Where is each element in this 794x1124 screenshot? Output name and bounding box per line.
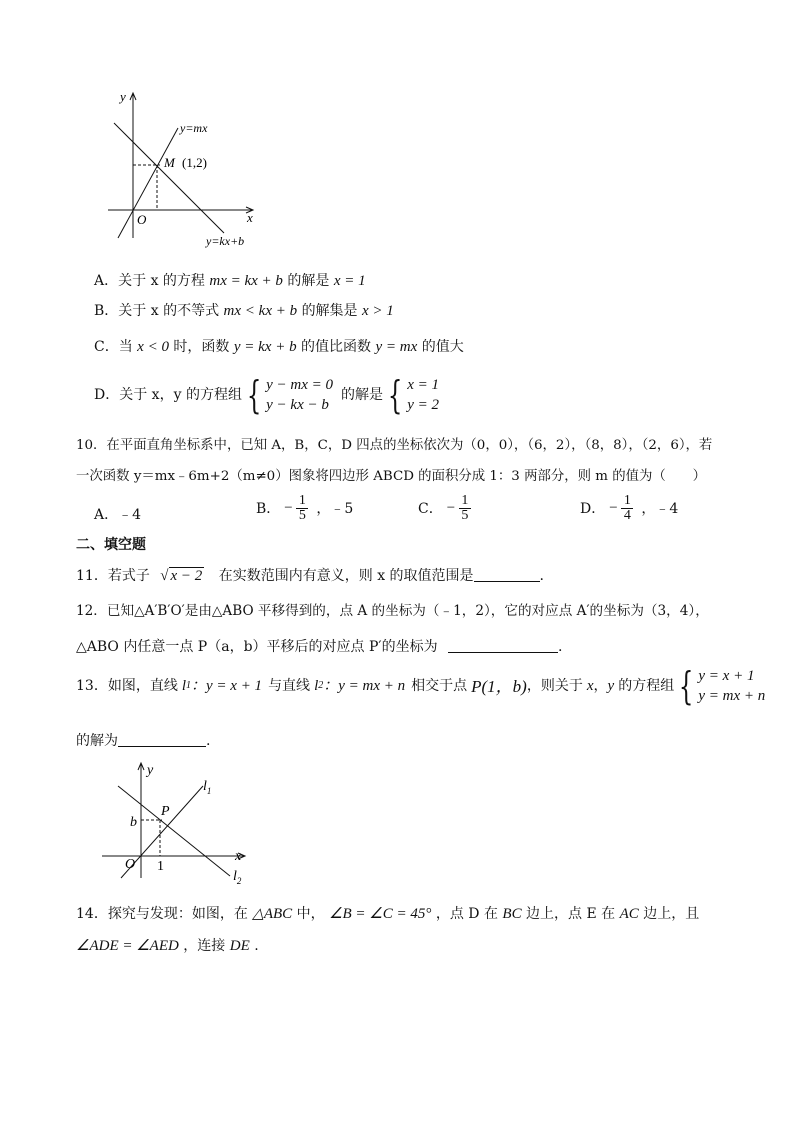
q9-option-c: C．当 x < 0 时，函数 y = kx + b 的值比函数 y = mx 的值大 [94, 339, 464, 355]
section-heading-fill-in: 二、填空题 [76, 537, 146, 553]
fig9-point-M: M [164, 155, 175, 170]
fig13-origin-label: O [125, 857, 136, 872]
q14-line-2: ∠ADE = ∠AED ，连接 DE . [76, 938, 259, 954]
q10-option-c: C． − $\frac{1}{5}$ [418, 494, 471, 523]
q10-line-2: 一次函数 y＝mx﹣6m+2（m≠0）图象将四边形 ABCD 的面积分成 1：3 两部分，则 m 的值为（ ） [76, 469, 706, 484]
fig9-point-coords: (1,2) [182, 155, 207, 170]
q9-figure [100, 88, 260, 253]
fig13-x-label: x [235, 849, 242, 864]
q13-line-1: 13．如图，直线 l 1 ：y = x + 1 与直线 l 2 ：y = mx + n 相交于点 P(1，b) ，则关于 x ， y 的方程组 { y = x + 1 y = mx + n [76, 664, 766, 708]
q12-answer-blank[interactable] [448, 638, 558, 653]
q12-line-2: △ABO 内任意一点 P（a，b）平移后的对应点 P′的坐标为 . [76, 639, 563, 655]
q11-answer-blank[interactable] [474, 567, 540, 582]
q9-d-solution: { x = 1 y = 2 [387, 373, 440, 417]
q9-option-b: B．关于 x 的不等式 mx < kx + b 的解集是 x > 1 [94, 303, 394, 319]
fig9-origin-label: O [137, 212, 147, 227]
line-kxb [114, 123, 224, 233]
fig13-y-label: y [147, 763, 154, 778]
q11-sqrt: √ x − 2 [160, 568, 203, 584]
q10-option-d: D． − $\frac{1}{4}$ ，﹣4 [580, 493, 679, 523]
q10-option-a: A．﹣4 [94, 507, 142, 523]
q9-d-system: { y − mx = 0 y − kx − b [246, 373, 334, 417]
q13-answer-blank[interactable] [118, 732, 206, 747]
fig13-one-label: 1 [157, 859, 164, 874]
fig13-b-label: b [130, 815, 137, 830]
q10-b-fraction: $\frac{1}{5}$ [296, 494, 308, 523]
q13-figure [96, 756, 256, 890]
fig9-line-mx-label: y=mx [180, 121, 208, 135]
fig13-point-P: P [161, 804, 170, 819]
q13-system: { y = x + 1 y = mx + n [679, 664, 766, 708]
q13-line-2: 的解为 . [76, 733, 211, 749]
q11: 11．若式子 √ x − 2 在实数范围内有意义，则 x 的取值范围是 . [76, 568, 544, 584]
q10-d-fraction: $\frac{1}{4}$ [621, 494, 633, 523]
fig13-l1-label: $l_1$ [203, 779, 212, 796]
q14-line-1: 14．探究与发现：如图，在 △ABC 中， ∠B = ∠C = 45° ，点 D 在 BC 边上，点 E 在 AC 边上，且 [76, 906, 700, 922]
q10-c-fraction: $\frac{1}{5}$ [459, 494, 471, 523]
q9-option-a: A．关于 x 的方程 mx = kx + b 的解是 x = 1 [94, 273, 366, 289]
line-mx [118, 128, 178, 238]
fig9-y-label: y [120, 89, 126, 104]
q10-line-1: 10．在平面直角坐标系中，已知 A，B，C，D 四点的坐标依次为（0，0），（6，2），（8，8），（2，6），若 [76, 438, 713, 453]
fig13-l2-label: $l_2$ [233, 869, 242, 886]
fig9-x-label: x [247, 210, 253, 225]
q10-option-b: B． − $\frac{1}{5}$ ，﹣5 [256, 493, 354, 523]
q9-option-d: D． 关于 x，y 的方程组 { y − mx = 0 y − kx − b 的解是 { x = 1 y = 2 [94, 373, 440, 417]
q12-line-1: 12．已知△A′B′O′是由△ABO 平移得到的，点 A 的坐标为（﹣1，2），它的对应点 A′的坐标为（3，4）， [76, 603, 709, 619]
fig9-line-kxb-label: y=kx+b [206, 234, 245, 248]
